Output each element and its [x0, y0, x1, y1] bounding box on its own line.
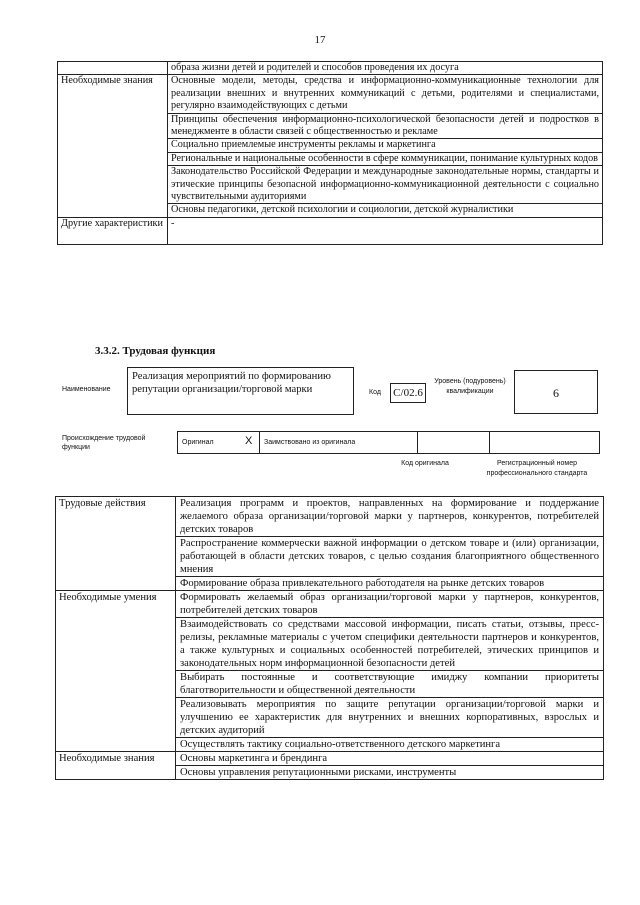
function-table — [55, 496, 604, 780]
code-caption: Код оригинала — [401, 460, 449, 467]
row-label: Необходимые умения — [56, 591, 176, 752]
row-item: Взаимодействовать со средствами массовой информации, писать статьи, отзывы, пресс-релизы, рекламные материалы с учетом специфики деятельности партнеров и конкурентов, а также культурных и социальных особенностей потребителей, этических принципов и законодательных норм информационной безопасности детей — [176, 618, 604, 671]
row-item: Осуществлять тактику социально-ответственного детского маркетинга — [176, 738, 604, 752]
page-number: 17 — [314, 34, 326, 46]
row-item: Формирование образа привлекательного работодателя на рынке детских товаров — [176, 577, 604, 591]
table-row — [58, 217, 603, 244]
row-label: Необходимые знания — [58, 75, 168, 217]
row-label — [58, 62, 168, 75]
qualification-level: 6 — [514, 370, 598, 414]
original-code-cell — [418, 432, 490, 453]
code-label: Код — [369, 389, 381, 396]
row-item: Принципы обеспечения информационно-психологической безопасности детей и подростков в менеджменте в области связей с общественностью и рекламе — [168, 113, 603, 139]
reg-caption: Регистрационный номер профессионального стандарта — [486, 460, 588, 477]
table-row — [56, 497, 604, 537]
row-item: Реализация программ и проектов, направленных на формирование и поддержание желаемого образа организации/торговой марки у партнеров, конкурентов, потребителей детских товаров — [176, 497, 604, 537]
original-mark: X — [245, 435, 253, 447]
row-item: Социально приемлемые инструменты рекламы и маркетинга — [168, 139, 603, 152]
reg-number-cell — [490, 432, 599, 453]
row-label: Необходимые знания — [56, 752, 176, 780]
function-name: Реализация мероприятий по формированию репутации организации/торговой марки — [127, 367, 354, 415]
row-item: образа жизни детей и родителей и способов проведения их досуга — [168, 62, 603, 75]
row-item: - — [168, 217, 603, 244]
row-item: Формировать желаемый образ организации/торговой марки у партнеров, конкурентов, потребителей детских товаров — [176, 591, 604, 618]
origin-label: Происхождение трудовой функции — [62, 435, 146, 451]
row-item: Выбирать постоянные и соответствующие имиджу компании приоритеты благотворительности и общественной деятельности — [176, 671, 604, 698]
name-label: Наименование — [62, 386, 111, 393]
row-item: Распространение коммерчески важной информации о детском товаре и (или) организации, работающей в области детских товаров, с целью создания благоприятного общественного мнения — [176, 537, 604, 577]
function-code: С/02.6 — [390, 383, 426, 403]
section-title: 3.3.2. Трудовая функция — [95, 345, 216, 357]
table-row — [58, 62, 603, 75]
level-label: Уровень (подуровень) квалификации — [434, 378, 506, 395]
row-label: Трудовые действия — [56, 497, 176, 591]
row-item: Основы педагогики, детской психологии и социологии, детской журналистики — [168, 204, 603, 217]
table-row — [58, 75, 603, 113]
row-item: Основы управления репутационными рисками, инструменты — [176, 766, 604, 780]
table-row — [56, 591, 604, 618]
borrowed-label: Заимствовано из оригинала — [260, 432, 418, 453]
row-label: Другие характеристики — [58, 217, 168, 244]
row-item: Основы маркетинга и брендинга — [176, 752, 604, 766]
table-row — [56, 752, 604, 766]
row-item: Реализовывать мероприятия по защите репутации организации/торговой марки и улучшению ее характеристик для внутренних и внешних корпоративных, взрослых и детских аудиторий — [176, 698, 604, 738]
origin-row — [177, 431, 600, 454]
row-item: Законодательство Российской Федерации и международные законодательные нормы, стандарты и этические принципы безопасной информационно-коммуникационной деятельности с социально чувствительными аудиториями — [168, 166, 603, 204]
row-item: Основные модели, методы, средства и информационно-коммуникационные технологии для реализации внешних и внутренних коммуникаций с детьми, родителями и специалистами, регулярно взаимодействующих с детьми — [168, 75, 603, 113]
original-label: Оригинал — [178, 432, 260, 453]
knowledge-table — [57, 61, 603, 245]
row-item: Региональные и национальные особенности в сфере коммуникации, понимание культурных кодов — [168, 152, 603, 165]
